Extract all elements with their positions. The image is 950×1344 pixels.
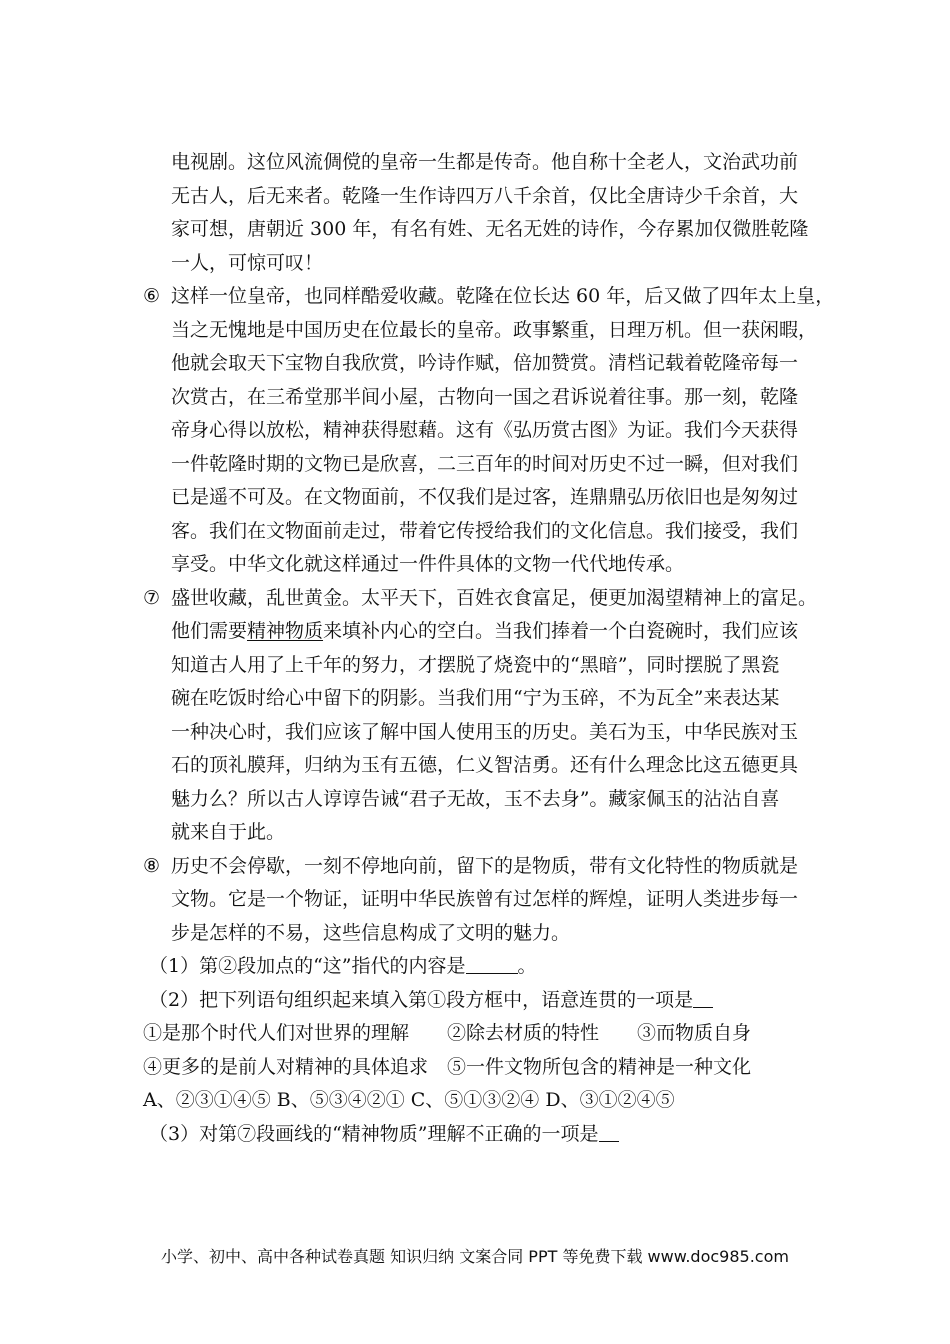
paragraph-7 — [143, 582, 833, 850]
text-line: 客。我们在文物面前走过，带着它传授给我们的文化信息。我们接受，我们 — [171, 519, 799, 542]
answer-blank — [693, 985, 713, 1008]
text-line: 帝身心得以放松，精神获得慰藉。这有《弘历赏古图》为证。我们今天获得 — [171, 419, 799, 441]
paragraph-6 — [143, 280, 833, 582]
question-2-choices: A、②③①④⑤ B、⑤③④②① C、⑤①③②④ D、③①②④⑤ — [143, 1089, 675, 1111]
question-2-options: ①是那个时代人们对世界的理解 ②除去材质的特性 ③而物质自身 — [143, 1022, 752, 1044]
paragraph-marker: ⑧ — [143, 854, 161, 877]
question-text: 。 — [517, 955, 537, 977]
text-line: 魅力么？所以古人谆谆告诫“君子无故，玉不去身”。藏家佩玉的沾沾自喜 — [171, 787, 780, 810]
text-segment: 他们需要 — [171, 620, 248, 642]
underlined-phrase: 精神物质 — [247, 620, 324, 642]
text-line: 文物。它是一个物证，证明中华民族曾有过怎样的辉煌，证明人类进步每一 — [171, 888, 799, 910]
text-line: 电视剧。这位风流倜傥的皇帝一生都是传奇。他自称十全老人，文治武功前 — [171, 151, 799, 173]
text-line: 当之无愧地是中国历史在位最长的皇帝。政事繁重，日理万机。但一获闲暇， — [171, 318, 818, 341]
text-line: 无古人，后无来者。乾隆一生作诗四万八千余首，仅比全唐诗少千余首，大 — [171, 184, 799, 207]
text-line: 家可想，唐朝近 300 年，有名有姓、无名无姓的诗作，今存累加仅微胜乾隆 — [171, 218, 809, 240]
question-3 — [143, 1118, 833, 1152]
question-text: （2）把下列语句组织起来填入第①段方框中，语意连贯的一项是 — [149, 988, 694, 1011]
text-line: 知道古人用了上千年的努力，才摆脱了烧瓷中的“黑暗”，同时摆脱了黑瓷 — [171, 653, 780, 676]
paragraph-marker: ⑥ — [143, 285, 161, 307]
text-line: 一件乾隆时期的文物已是欣喜，二三百年的时间对历史不过一瞬，但对我们 — [171, 452, 799, 475]
answer-blank — [466, 951, 518, 974]
text-line: 他就会取天下宝物自我欣赏，吟诗作赋，倍加赞赏。清档记载着乾隆帝每一 — [171, 352, 799, 374]
text-line — [171, 615, 833, 649]
text-line: 碗在吃饭时给心中留下的阴影。当我们用“宁为玉碎，不为瓦全”来表达某 — [171, 687, 780, 709]
question-text: （1）第②段加点的“这”指代的内容是 — [149, 955, 466, 977]
text-line: 石的顶礼膜拜，归纳为玉有五德，仁义智洁勇。还有什么理念比这五德更具 — [171, 754, 799, 776]
text-line: 一人，可惊可叹！ — [171, 251, 324, 274]
document-body — [143, 146, 833, 1151]
question-text: （3）对第⑦段画线的“精神物质”理解不正确的一项是 — [149, 1122, 599, 1145]
paragraph-5-continuation — [143, 146, 833, 280]
text-line: 享受。中华文化就这样通过一件件具体的文物一代代地传承。 — [171, 553, 685, 575]
text-line: 已是遥不可及。在文物面前，不仅我们是过客，连鼎鼎弘历依旧也是匆匆过 — [171, 486, 799, 508]
text-line: 一种决心时，我们应该了解中国人使用玉的历史。美石为玉，中华民族对玉 — [171, 720, 799, 743]
question-1 — [143, 950, 833, 984]
text-line: 这样一位皇帝，也同样酷爱收藏。乾隆在位长达 60 年，后又做了四年太上皇， — [171, 285, 835, 307]
text-segment: 来填补内心的空白。当我们捧着一个白瓷碗时，我们应该 — [323, 620, 799, 642]
text-line: 盛世收藏，乱世黄金。太平天下，百姓衣食富足，便更加渴望精神上的富足。 — [171, 586, 818, 609]
question-2 — [143, 984, 833, 1018]
text-line: 步是怎样的不易，这些信息构成了文明的魅力。 — [171, 921, 571, 944]
question-2-options: ④更多的是前人对精神的具体追求 ⑤一件文物所包含的精神是一种文化 — [143, 1055, 752, 1078]
text-line: 次赏古，在三希堂那半间小屋，古物向一国之君诉说着往事。那一刻，乾隆 — [171, 385, 799, 408]
text-line: 历史不会停歇，一刻不停地向前，留下的是物质，带有文化特性的物质就是 — [171, 854, 799, 877]
paragraph-marker: ⑦ — [143, 586, 161, 609]
paragraph-8 — [143, 850, 833, 951]
answer-blank — [599, 1119, 619, 1142]
text-line: 就来自于此。 — [171, 821, 286, 843]
page-footer: 小学、初中、高中各种试卷真题 知识归纳 文案合同 PPT 等免费下载 www.doc985.com — [161, 1247, 789, 1266]
